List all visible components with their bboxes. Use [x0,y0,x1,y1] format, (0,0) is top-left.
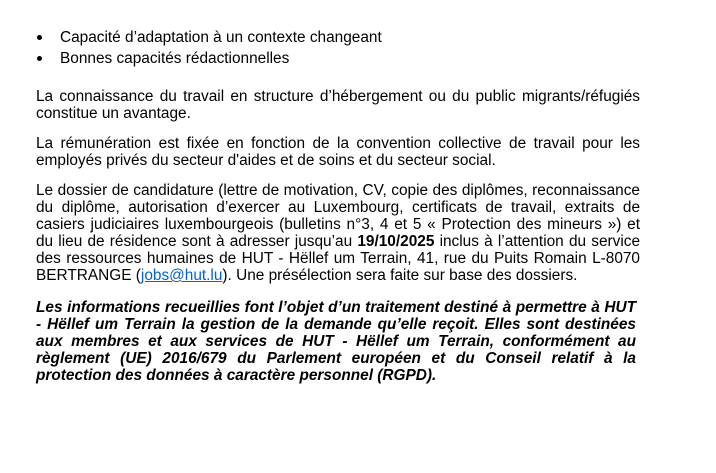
deadline-date: 19/10/2025 [357,233,435,250]
application-text-outro: ). Une présélection sera faite sur base des dossiers. [222,267,578,284]
bullet-icon [37,56,42,61]
list-item [36,27,676,48]
application-text-intro: Le dossier de candidature (lettre de motivation, CV, copie des diplômes, reconnaissance du diplôme, autorisation d’exercer au Luxembourg, certificats de travail, extraits de casiers judiciaires luxembourgeois (bulletins n°3, 4 et 5 « Protection des mineurs ») et du lieu de résidence sont à adresser jusqu’au [36,182,640,250]
advantage-paragraph: La connaissance du travail en structure d’hébergement ou du public migrants/réfugiés constitue un avantage. [36,88,640,122]
list-item-text: Bonnes capacités rédactionnelles [60,50,290,67]
list-item [36,48,676,69]
bullet-icon [37,35,42,40]
gdpr-notice: Les informations recueillies font l’objet d’un traitement destiné à permettre à HUT - Hëllef um Terrain la gestion de la demande qu’elle reçoit. Elles sont destinées aux membres et aux services de HUT - Hëllef um Terrain, conformément au règlement (UE) 2016/679 du Parlement européen et du Conseil relatif à la protection des données à caractère personnel (RGPD). [36,299,636,384]
salary-paragraph: La rémunération est fixée en fonction de la convention collective de travail pour les employés privés du secteur d'aides et de soins et du secteur social. [36,135,640,169]
application-text-address: inclus à l’attention du service des ressources humaines de HUT - Hëllef um Terrain, 41, rue du Puits Romain L-8070 BERTRANGE ( [36,233,641,284]
requirements-list [36,27,676,69]
email-link[interactable]: jobs@hut.lu [140,267,223,284]
list-item-text: Capacité d’adaptation à un contexte changeant [60,29,382,46]
application-paragraph [36,182,640,284]
